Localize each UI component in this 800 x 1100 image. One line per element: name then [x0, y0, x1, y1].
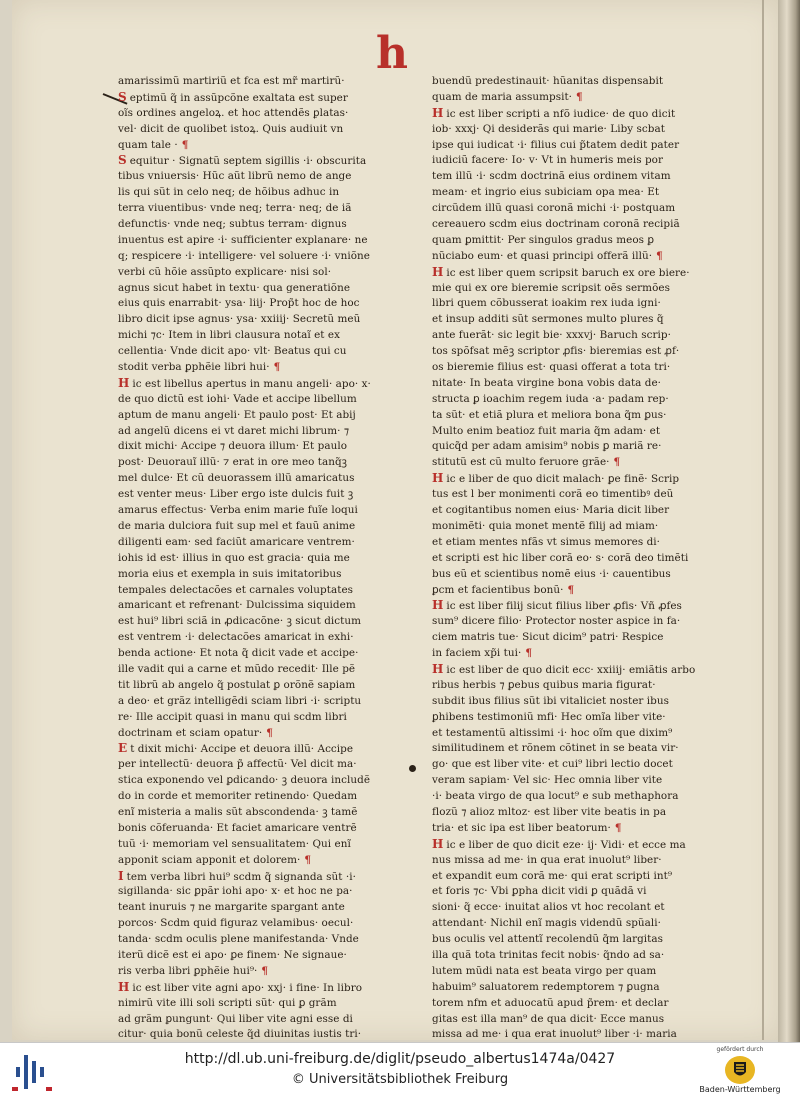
- line-text: nũciabo eum· et quasi principi offerã illũ·: [432, 249, 653, 262]
- text-line: [432, 932, 678, 948]
- line-text: cellentia· Vnde dicit apo· vlt· Beatus qui cu: [118, 345, 347, 358]
- line-text: libri quem cõbusserat ioakim rex iuda igni·: [432, 297, 661, 310]
- rubricated-initial: H: [432, 598, 444, 613]
- line-text: nitate· In beata virgine bona vobis data de·: [432, 376, 662, 389]
- line-text: benda actione· Et nota q̃ dicit vade et accipe·: [118, 647, 359, 660]
- line-text: quam tale ·: [118, 138, 178, 151]
- text-line: [432, 439, 678, 455]
- paragraph-mark-icon: ¶: [304, 853, 312, 866]
- text-line: [118, 312, 378, 328]
- line-text: est venter meus· Liber ergo iste dulcis fuit ꝫ: [118, 488, 354, 501]
- line-text: iohis id est· illius in quo est gracia· quia me: [118, 551, 350, 564]
- line-text: tuũ ·i· memoriam vel sensualitatem· Qui enĩ: [118, 837, 351, 850]
- paragraph-mark-icon: ¶: [613, 456, 621, 469]
- line-text: similitudinem et rõnem cõtinet in se beata vir·: [432, 742, 679, 755]
- line-text: lis qui sũt in celo neq; de hõibus adhuc in: [118, 186, 340, 199]
- line-text: verbi cũ hõie assũpto explicare· nisi sol·: [118, 265, 332, 278]
- rubricated-initial: H: [432, 105, 444, 120]
- paragraph-mark-icon: ¶: [273, 361, 281, 374]
- text-line: [118, 1027, 378, 1043]
- text-line: [432, 726, 678, 742]
- line-text: tem verba libri hui⁹ scdm q̃ signanda sũt ·i·: [126, 870, 356, 883]
- line-text: ic est liber quem scripsit baruch ex ore biere·: [446, 266, 690, 279]
- text-line: [118, 916, 378, 932]
- text-line: [118, 535, 378, 551]
- margin-dot: [409, 765, 416, 772]
- line-text: flozũ ⁊ alioz mltoz· est liber vite beatis in pa: [432, 805, 667, 818]
- text-line: [432, 630, 678, 646]
- text-line: [432, 376, 678, 392]
- text-line: [432, 757, 678, 773]
- line-text: missa ad me· i qua erat inuolut⁹ liber ·i· maria: [432, 1028, 677, 1041]
- line-text: amaricant et refrenant· Dulcissima siquidem: [118, 599, 356, 612]
- text-line: [432, 122, 678, 138]
- line-text: equitur · Signatũ septem sigillis ·i· obscurita: [129, 155, 367, 168]
- text-line: [432, 583, 678, 599]
- sponsor-name: Baden-Württemberg: [699, 1085, 781, 1094]
- text-line: [432, 138, 678, 154]
- paragraph-mark-icon: ¶: [576, 90, 583, 103]
- line-text: est ventrem ·i· delectacões amaricat in exhi·: [118, 631, 354, 644]
- text-line: [118, 408, 378, 424]
- text-line: [118, 392, 378, 408]
- text-line: [118, 757, 378, 773]
- text-line: [118, 439, 378, 455]
- line-text: dixit michi· Accipe ⁊ deuora illum· Et paulo: [118, 440, 348, 453]
- line-text: oĩs ordines angeloꝝ. et hoc attendẽs ꝑlatas·: [118, 106, 349, 119]
- line-text: bus eũ et scientibus nomẽ eius ·i· cauentibus: [432, 567, 671, 580]
- text-line: [432, 805, 678, 821]
- text-line: [118, 201, 378, 217]
- text-line: [432, 821, 678, 837]
- line-text: et testamentũ altissimi ·i· hoc oĩm que dixim⁹: [432, 726, 673, 739]
- text-line: [118, 630, 378, 646]
- text-line: [118, 837, 378, 853]
- text-line: [432, 296, 678, 312]
- line-text: in faciem xp̃i tui·: [432, 647, 522, 660]
- text-line: [118, 964, 378, 980]
- rubricated-initial: S: [118, 89, 127, 104]
- line-text: diligenti eam· sed faciũt amaricare ventrem·: [118, 535, 355, 548]
- text-line: [118, 869, 378, 885]
- line-text: et etiam mentes nfãs vt simus memores di·: [432, 535, 661, 548]
- line-text: structa ꝑ ioachim regem iuda ·a· padam rep·: [432, 392, 669, 405]
- line-text: defunctis· vnde neq; subtus terram· dignus: [118, 218, 347, 231]
- text-line: [432, 74, 678, 90]
- text-line: [118, 233, 378, 249]
- rubricated-initial: H: [118, 979, 130, 994]
- line-text: cereauero scdm eius doctrinam coronã recipiã: [432, 218, 680, 231]
- line-text: quam ꝑmittit· Per singulos gradus meos ꝑ: [432, 233, 655, 246]
- text-line: [432, 980, 678, 996]
- folio-mark: h: [376, 28, 408, 79]
- text-line: [432, 551, 689, 567]
- text-line: [432, 773, 678, 789]
- text-line: [432, 185, 678, 201]
- text-line: [118, 821, 378, 837]
- text-line: [118, 360, 378, 376]
- text-line: [432, 249, 678, 265]
- line-text: re· Ille accipit quasi in manu qui scdm libri: [118, 710, 347, 723]
- line-text: inuentus est apire ·i· sufficienter explanare· ne: [118, 233, 368, 246]
- line-text: sioni· q̃ ecce· inuitat alios vt hoc recolant et: [432, 901, 665, 914]
- text-line: [118, 551, 378, 567]
- line-text: tit librũ ab angelo q̃ postulat ꝑ orõnẽ sapiam: [118, 678, 356, 691]
- line-text: mie qui ex ore bieremie scripsit oẽs sermões: [432, 281, 670, 294]
- text-line: [118, 487, 378, 503]
- text-line: [118, 614, 378, 630]
- text-line: [118, 948, 378, 964]
- line-text: veram sapiam· Vel sic· Hec omnia liber vite: [432, 774, 663, 787]
- line-text: ad angelũ dicens ei vt daret michi librum· ⁊: [118, 424, 350, 437]
- text-line: [118, 281, 378, 297]
- text-line: [118, 884, 378, 900]
- line-text: habuim⁹ saluatorem redemptorem ⁊ ꝑugna: [432, 980, 660, 993]
- text-line: [118, 1012, 378, 1028]
- paragraph-mark-icon: ¶: [656, 249, 663, 262]
- text-line: [432, 90, 678, 106]
- line-text: vel· dicit de quolibet istoꝝ. Quis audiuit vn: [118, 122, 344, 135]
- text-line: [432, 503, 678, 519]
- line-text: apponit sciam apponit et dolorem·: [118, 853, 301, 866]
- line-text: citur· quia bonũ celeste q̃d diuinitas iustis tri·: [118, 1028, 362, 1041]
- text-line: [118, 344, 378, 360]
- line-text: ·i· beata virgo de qua locut⁹ e sub methaphora: [432, 790, 679, 803]
- line-text: sigillanda· sic ꝑpãr iohi apo· x· et hoc ne pa·: [118, 885, 353, 898]
- line-text: ic e liber de quo dicit malach· ꝑe finẽ· Scrip: [446, 473, 680, 486]
- text-line: [118, 376, 378, 392]
- rubricated-initial: H: [432, 471, 444, 486]
- text-line: [432, 1012, 678, 1028]
- text-line: [118, 153, 378, 169]
- paragraph-mark-icon: ¶: [614, 821, 622, 834]
- text-line: [118, 328, 378, 344]
- line-text: buendũ predestinauit· hũanitas dispensabit: [432, 75, 664, 87]
- line-text: michi ⁊c· Item in libri clausura notaĩ et ex: [118, 329, 340, 342]
- line-text: subdit ibus filius sũt ibi vitaliciet noster ibus: [432, 694, 669, 707]
- text-line: [432, 328, 678, 344]
- text-line: [432, 535, 678, 551]
- copyright-notice: © Universitätsbibliothek Freiburg: [291, 1072, 509, 1087]
- text-line: [432, 694, 678, 710]
- line-text: moria eius et exempla in suis imitatoribus: [118, 567, 342, 580]
- text-line: [432, 869, 678, 885]
- rubricated-initial: H: [118, 375, 130, 390]
- text-line: [118, 424, 378, 440]
- line-text: tos spõfsat mẽꝫ scriptor ꝓfis· bieremias est ꝓf·: [432, 345, 680, 358]
- rubricated-initial: E: [118, 741, 128, 756]
- line-text: enĩ misteria a malis sũt abscondenda· ꝫ tamẽ: [118, 805, 358, 818]
- text-line: [432, 281, 678, 297]
- text-line: [432, 455, 678, 471]
- text-line: [432, 471, 678, 487]
- text-line: [118, 598, 378, 614]
- line-text: sum⁹ dicere filio· Protector noster aspice in fa·: [432, 615, 681, 628]
- line-text: bonis cõferuanda· Et faciet amaricare ventrẽ: [118, 821, 357, 834]
- rubricated-initial: H: [432, 661, 444, 676]
- permalink-url[interactable]: http://dl.ub.uni-freiburg.de/diglit/pseudo_albertus1474a/0427: [184, 1051, 616, 1067]
- line-text: ic est liber de quo dicit ecc· xxiiij· emiãtis arbo: [446, 663, 696, 676]
- text-line: [118, 185, 378, 201]
- text-line: [432, 233, 678, 249]
- text-line: [118, 932, 378, 948]
- text-line: [432, 408, 678, 424]
- text-line: [432, 567, 678, 583]
- line-text: bus oculis vel attentĩ recolendũ q̃m largitas: [432, 933, 664, 946]
- page-edge: [778, 0, 800, 1042]
- text-line: [432, 424, 678, 440]
- line-text: tus est l ber monimenti corã eo timentibꝰ deũ: [432, 488, 674, 501]
- text-line: [118, 503, 378, 519]
- line-text: post· Deuorauĩ illũ· ⁊ erat in ore meo tanq̃ꝫ: [118, 456, 348, 469]
- line-text: porcos· Scdm quid figuraz velamibus· oecul·: [118, 917, 354, 930]
- text-line: [118, 296, 378, 312]
- line-text: terra viuentibus· vnde neq; terra· neq; de iã: [118, 202, 352, 215]
- line-text: stica exponendo vel ꝑdicando· ꝫ deuora includẽ: [118, 774, 371, 787]
- paragraph-mark-icon: ¶: [181, 138, 189, 151]
- line-text: go· que est liber vite· et cui⁹ libri lectio docet: [432, 758, 673, 771]
- text-line: [118, 249, 378, 265]
- text-line: [118, 996, 378, 1012]
- paragraph-mark-icon: ¶: [266, 726, 273, 739]
- coat-of-arms-icon: [724, 1055, 756, 1085]
- line-text: amarissimũ martiriũ et fca est mr̃ martirũ·: [118, 75, 345, 87]
- line-text: et foris ⁊c· Vbi ꝑpha dicit vidi ꝑ quãdã vi: [432, 885, 647, 898]
- ub-freiburg-logo-icon[interactable]: [10, 1053, 54, 1093]
- text-line: [118, 694, 378, 710]
- text-line: [432, 836, 686, 853]
- text-line: [118, 646, 378, 662]
- line-text: tibus vniuersis· Hũc aũt librũ nemo de ange: [118, 170, 352, 183]
- line-text: lutem mũdi nata est beata virgo per quam: [432, 964, 657, 977]
- text-line: [118, 455, 378, 471]
- line-text: ris verba libri ꝑphẽie hui⁹·: [118, 964, 258, 977]
- text-line: [118, 74, 378, 90]
- line-text: nimirũ vite illi soli scripti sũt· qui ꝑ grãm: [118, 996, 337, 1009]
- line-text: de maria dulciora fuit sup mel et fauũ anime: [118, 519, 356, 532]
- line-text: circũdem illũ quasi coronã michi ·i· postquam: [432, 202, 676, 215]
- line-text: do in corde et memoriter retinendo· Quedam: [118, 790, 358, 803]
- line-text: tempales delectacões et carnales voluptates: [118, 583, 354, 596]
- line-text: iterũ dicẽ est ei apo· ꝑe finem· Ne signaue·: [118, 948, 347, 961]
- text-line: [432, 217, 678, 233]
- line-text: iob· xxxj· Qi desiderãs qui marie· Liby scbat: [432, 122, 665, 135]
- text-line: [432, 392, 678, 408]
- line-text: et scripti est hic liber corã eo· s· corã deo timẽti: [432, 551, 689, 564]
- text-line: [432, 853, 678, 869]
- line-text: aptum de manu angeli· Et paulo post· Et abij: [118, 408, 356, 421]
- text-line: [432, 360, 678, 376]
- text-line: [432, 710, 678, 726]
- text-line: [118, 138, 378, 154]
- line-text: meam· et ingrio eius subiciam opa mea· Et: [432, 186, 660, 199]
- line-text: iudiciũ facere· Io· v· Vt in humeris meis por: [432, 154, 663, 167]
- text-line: [118, 805, 378, 821]
- text-line: [432, 106, 678, 122]
- text-line: [118, 567, 378, 583]
- text-line: [432, 948, 678, 964]
- line-text: et insup additi sũt sermones multo plures q̃: [432, 313, 664, 326]
- text-line: [118, 853, 378, 869]
- line-text: ic est libellus apertus in manu angeli· apo· x·: [132, 377, 371, 390]
- text-line: [432, 1027, 678, 1043]
- line-text: ꝑcm et facientibus bonũ·: [432, 583, 564, 596]
- line-text: torem nfm et aduocatũ apud p̃rem· et declar: [432, 996, 669, 1009]
- text-line: [432, 741, 678, 757]
- text-line: [118, 900, 378, 916]
- line-text: quam de maria assumpsit·: [432, 90, 573, 103]
- right-text-column: [432, 74, 696, 1041]
- text-line: [432, 661, 696, 678]
- line-text: ic e liber de quo dicit eze· ij· Vidi· et ecce ma: [446, 838, 686, 851]
- text-line: [118, 678, 378, 694]
- line-text: ribus herbis ⁊ ꝑebus quibus maria figurat·: [432, 678, 656, 691]
- line-text: mel dulce· Et cũ deuorassem illũ amaricatus: [118, 472, 355, 485]
- text-line: [118, 265, 378, 281]
- line-text: monimẽti· quia monet mentẽ filij ad miam·: [432, 519, 659, 532]
- line-text: os bieremie filius est· quasi offerat a tota tri·: [432, 361, 671, 374]
- text-line: [432, 312, 678, 328]
- paragraph-mark-icon: ¶: [525, 647, 533, 660]
- text-line: [432, 201, 678, 217]
- line-text: doctrinam et sciam opatur·: [118, 726, 263, 739]
- text-line: [432, 264, 690, 281]
- line-text: ꝑhibens testimoniũ mfi· Hec omĩa liber vite·: [432, 710, 666, 723]
- text-line: [432, 900, 678, 916]
- line-text: agnus sicut habet in textu· qua generatiõne: [118, 281, 351, 294]
- text-line: [118, 583, 378, 599]
- text-line: [432, 519, 678, 535]
- line-text: libro dicit ipse agnus· ysa· xxiiij· Secretũ meũ: [118, 313, 361, 326]
- line-text: ic est liber scripti a nfõ iudice· de quo dicit: [446, 107, 676, 120]
- line-text: stodit verba ꝑphẽie libri hui·: [118, 361, 270, 374]
- line-text: t dixit michi· Accipe et deuora illũ· Accipe: [130, 743, 354, 756]
- binding-line: [762, 0, 764, 1040]
- text-line: [118, 217, 378, 233]
- line-text: a deo· et grãz intelligẽdi sciam libri ·i· scriptu: [118, 694, 362, 707]
- line-text: est hui⁹ libri sciã in ꝓdicacõne· ꝫ sicut dictum: [118, 615, 362, 628]
- text-line: [118, 90, 378, 106]
- viewer-footer: [0, 1042, 800, 1100]
- text-line: [118, 122, 378, 138]
- line-text: et cogitantibus nomen eius· Maria dicit liber: [432, 504, 670, 517]
- line-text: de quo dictũ est iohi· Vade et accipe libellum: [118, 392, 357, 405]
- text-line: [118, 980, 378, 996]
- line-text: tem illũ ·i· scdm doctrinã eius ordinem vitam: [432, 170, 671, 183]
- rubricated-initial: S: [118, 153, 127, 168]
- line-text: eptimũ q̃ in assũpcõne exaltata est super: [129, 91, 348, 104]
- line-text: ciem matris tue· Sicut dicim⁹ patri· Respice: [432, 631, 664, 644]
- sponsor-badge[interactable]: [686, 1046, 794, 1098]
- line-text: stitutũ est cũ multo feruore grãe·: [432, 456, 610, 469]
- line-text: teant inuruis ⁊ ne margarite spargant ante: [118, 901, 345, 914]
- text-line: [432, 487, 678, 503]
- text-line: [118, 710, 378, 726]
- text-line: [118, 471, 378, 487]
- text-line: [432, 169, 678, 185]
- text-line: [118, 726, 378, 742]
- text-line: [432, 678, 678, 694]
- line-text: ad grãm ꝑungunt· Qui liber vite agni esse di: [118, 1012, 353, 1025]
- text-line: [118, 741, 378, 757]
- rubricated-initial: H: [432, 836, 444, 851]
- text-line: [432, 153, 678, 169]
- sponsor-label: gefördert durch: [716, 1046, 764, 1053]
- text-line: [118, 106, 378, 122]
- text-line: [432, 964, 678, 980]
- line-text: ipse qui iudicat ·i· filius cui p̃tatem dedit pater: [432, 138, 680, 151]
- line-text: eius quis enarrabit· ysa· liij· Prop̃t hoc de hoc: [118, 297, 360, 310]
- text-line: [432, 598, 682, 614]
- text-line: [432, 614, 681, 630]
- line-text: ic est liber vite agni apo· xxj· i fine· In libro: [132, 981, 363, 994]
- rubricated-initial: H: [432, 264, 444, 279]
- line-text: q; respicere ·i· intelligere· vel soluere ·i· vniõne: [118, 249, 370, 262]
- text-line: [118, 662, 378, 678]
- line-text: tria· et sic ipa est liber beatorum·: [432, 821, 611, 834]
- text-line: [432, 916, 678, 932]
- line-text: attendant· Nichil enĩ magis videndũ spũali·: [432, 917, 662, 930]
- paragraph-mark-icon: ¶: [261, 964, 269, 977]
- line-text: ille vadit qui a carne et mũdo recedit· Ille pẽ: [118, 662, 356, 675]
- text-line: [118, 169, 378, 185]
- line-text: gitas est illa man⁹ de qua dicit· Ecce manus: [432, 1012, 665, 1025]
- text-line: [432, 344, 678, 360]
- line-text: amarus effectus· Verba enim marie fuĩe loqui: [118, 504, 358, 517]
- text-line: [432, 996, 678, 1012]
- line-text: illa quã tota trinitas fecit nobis· q̃ndo ad sa·: [432, 948, 665, 961]
- text-line: [432, 646, 678, 662]
- left-text-column: [118, 74, 378, 1041]
- text-line: [118, 789, 378, 805]
- line-text: ta sũt· et etiã plura et meliora bona q̃m ꝑus·: [432, 408, 667, 421]
- line-text: ante fuerãt· sic legit bie· xxxvj· Baruch scrip·: [432, 329, 671, 342]
- text-line: [432, 884, 678, 900]
- line-text: quicq̃d per adam amisim⁹ nobis ꝑ mariã re·: [432, 440, 662, 453]
- text-line: [432, 789, 678, 805]
- text-line: [118, 773, 378, 789]
- line-text: nus missa ad me· in qua erat inuolut⁹ liber·: [432, 853, 662, 866]
- line-text: per intellectũ· deuora p̃ affectũ· Vel dicit ma·: [118, 758, 357, 771]
- line-text: ic est liber filij sicut filius liber ꝓfis· Vñ ꝓfes: [446, 600, 682, 613]
- line-text: et expandit eum corã me· qui erat scripti int⁹: [432, 869, 673, 882]
- paragraph-mark-icon: ¶: [567, 583, 575, 596]
- line-text: Multo enim beatioz fuit maria q̃m adam· et: [432, 424, 661, 437]
- rubricated-initial: I: [118, 868, 124, 883]
- line-text: tanda· scdm oculis plene manifestanda· Vnde: [118, 933, 359, 946]
- text-line: [118, 519, 378, 535]
